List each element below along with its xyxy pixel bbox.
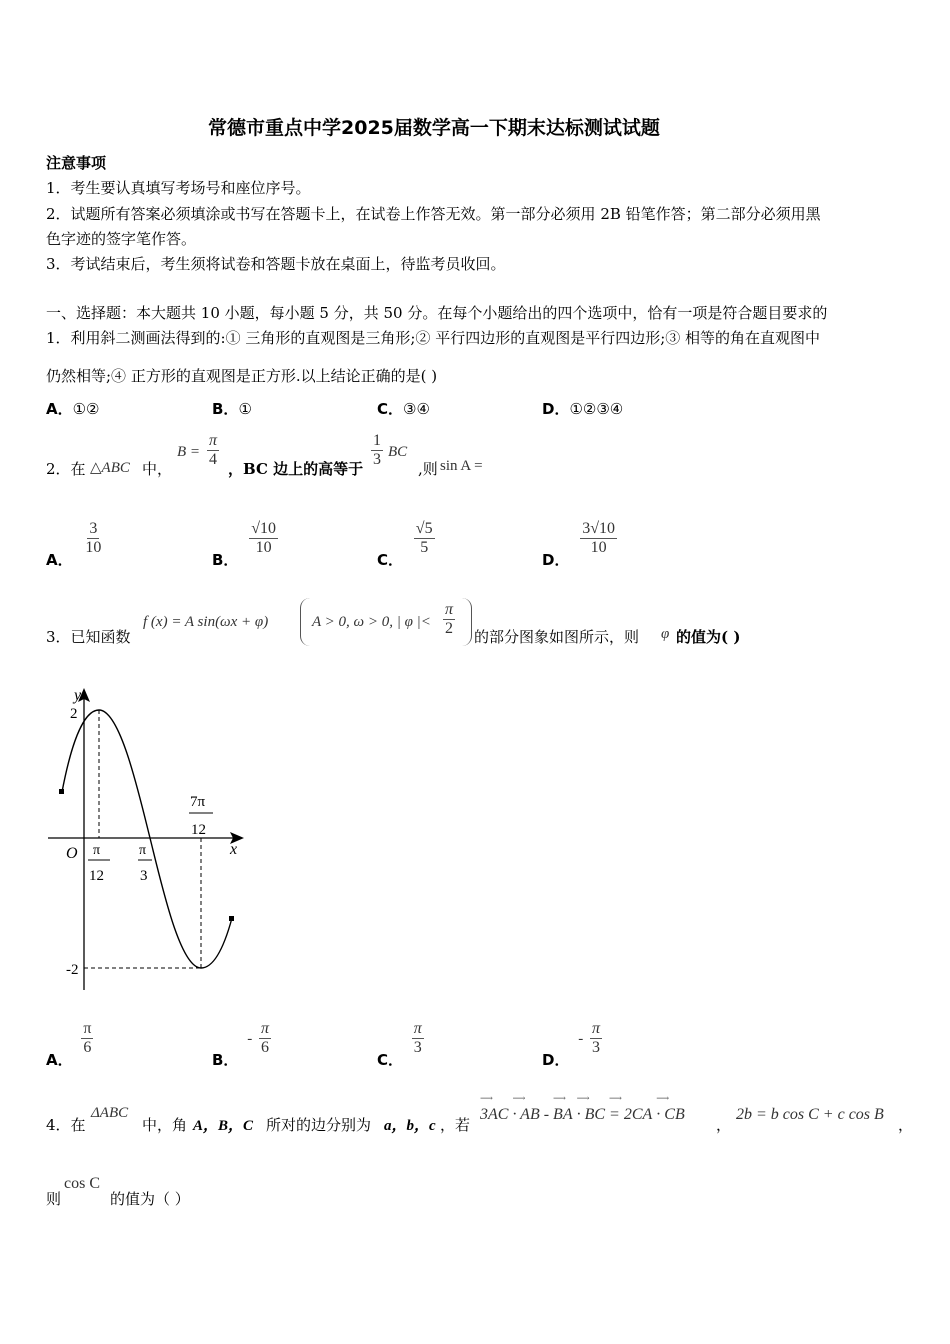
fraction-numerator: 3 [89,520,98,537]
option-label: D． [542,400,570,418]
option-label: C． [377,550,404,569]
q1-option-d [542,398,623,419]
q3-condition: A > 0, ω > 0, | φ |< [312,614,431,630]
q2-option-a [46,520,103,569]
fraction-denominator: 4 [209,451,217,468]
q3-suffix2: 的值为( ) [676,628,741,646]
q1-stem-line2: 仍然相等;④ 正方形的直观图是正方形.以上结论正确的是( ) [46,367,438,385]
page-title: 常德市重点中学2025届数学高一下期末达标测试试题 [208,117,660,139]
q2-bc: BC [388,444,408,460]
option-label: C． [377,400,404,418]
q2-fraction-1-3 [371,432,383,469]
fraction-numerator: π [592,1020,601,1037]
option-text: ① [238,400,252,418]
q4-prefix: 4．在 [46,1116,86,1134]
y-label: y [74,687,82,704]
fraction-numerator: π [83,1020,92,1037]
notice-item: 色字迹的签字笔作答。 [46,230,197,248]
option-label: B． [212,550,239,569]
notice-item: 2．试题所有答案必须填涂或书写在答题卡上，在试卷上作答无效。第一部分必须用 2B 铅笔作答；第二部分必须用黑 [46,205,821,223]
q4-vector-equation [480,1106,685,1124]
fraction-denominator: 10 [85,539,102,556]
fraction-numerator: π [261,1020,270,1037]
fraction-denominator: 2 [445,620,453,637]
fraction-numerator: π [413,1020,422,1037]
fraction-numerator: 3√10 [582,520,616,537]
fraction-numerator: π [445,601,454,618]
vector-ac: ⟶ 3AC [480,1106,508,1124]
q3-option-b [212,1020,271,1069]
q3-function: f (x) = A sin(ωx + φ) [143,614,269,630]
y-min-label: -2 [66,962,79,978]
q1-option-b [212,398,252,419]
fraction-numerator: √5 [415,520,433,537]
tick-pi12-den: 12 [89,868,104,884]
q4-text1: 中，角 [142,1116,188,1134]
option-label: A． [46,1050,73,1069]
q2-angle-b: B = [177,444,201,460]
q4-sides: a，b，c [384,1118,436,1134]
fraction-numerator: 1 [373,432,381,449]
option-fraction [414,520,435,557]
q3-phi: φ [661,626,670,642]
q1-option-a [46,398,100,419]
fraction-denominator: 10 [255,539,272,556]
q2-sin-a: sin A = [440,458,483,474]
q1-option-c [377,398,430,419]
q2-bc-text: ，BC 边上的高等于 [228,460,364,478]
q4-text2: 所对的边分别为 [266,1116,372,1134]
notice-item: 1．考生要认真填写考场号和座位序号。 [46,179,311,197]
option-sign: - [578,1030,584,1047]
q4-angles: A，B，C [193,1118,254,1134]
section-heading: 一、选择题：本大题共 10 小题，每小题 5 分，共 50 分。在每个小题给出的四个选项中，恰有一项是符合题目要求的 [46,304,828,322]
y-max-label: 2 [70,706,78,722]
notice-heading: 注意事项 [46,154,107,172]
q2-option-b [212,520,278,569]
tick-pi3-num: π [139,843,147,858]
tick-7pi12-num: 7π [190,794,206,810]
option-fraction [249,520,278,557]
q4-text3: ，若 [440,1116,471,1134]
option-label: D． [542,550,570,569]
x-label: x [230,841,238,858]
fraction-denominator: 10 [590,539,607,556]
fraction-denominator: 3 [413,1039,422,1056]
q4-tail: 的值为（ ） [110,1190,190,1208]
option-fraction [580,520,617,557]
fraction-denominator: 5 [420,539,429,556]
q3-prefix: 3．已知函数 [46,628,131,646]
tick-7pi12-den: 12 [191,822,206,838]
option-fraction [412,1020,424,1057]
tick-pi12-num: π [93,843,101,858]
tick-pi3-den: 3 [140,868,148,884]
option-label: A． [46,400,73,418]
fraction-numerator: √10 [251,520,276,537]
option-label: B． [212,1050,239,1069]
fraction-denominator: 3 [592,1039,601,1056]
q3-option-a [46,1020,93,1069]
option-fraction [259,1020,271,1057]
q2-triangle: △ABC [90,460,130,476]
q2-then: ,则 [418,460,438,478]
option-fraction [81,1020,93,1057]
q4-cos-c: cos C [64,1175,100,1192]
vector-bc: ⟶ · BC [577,1106,605,1124]
option-fraction [83,520,103,557]
q3-option-d [542,1020,602,1069]
fraction-denominator: 6 [261,1039,269,1056]
origin-label: O [66,845,78,862]
vector-ba: ⟶ BA [553,1106,573,1124]
vector-ca: ⟶ = 2CA [609,1106,652,1124]
q2-option-c [377,520,435,569]
option-sign: - [247,1030,253,1047]
q4-triangle: ΔABC [91,1105,129,1121]
vector-cb: ⟶ · CB [656,1106,684,1124]
vector-ab: ⟶ · AB - [512,1106,549,1124]
q3-suffix: 的部分图象如图所示，则 [474,628,640,646]
option-text: ③④ [403,400,430,418]
q3-fraction-pi-2 [443,601,455,638]
option-fraction [590,1020,602,1057]
q3-option-c [377,1020,424,1069]
q4-comma2: ， [898,1116,914,1134]
curve-endpoint-left [59,789,64,794]
fraction-denominator: 3 [373,451,381,468]
q3-graph [40,680,260,1000]
fraction-numerator: π [209,432,218,449]
option-label: A． [46,550,73,569]
fraction-denominator: 6 [83,1039,92,1056]
q2-prefix: 2．在 [46,460,86,478]
q4-equation2: 2b = b cos C + c cos B [736,1106,884,1123]
q2-mid: 中， [142,460,173,478]
q4-comma: ， [716,1116,732,1134]
option-label: D． [542,1050,570,1069]
q4-then: 则 [46,1190,62,1208]
sine-curve [62,710,232,968]
option-text: ①②③④ [569,400,624,418]
option-text: ①② [72,400,100,418]
option-label: C． [377,1050,404,1069]
option-label: B． [212,400,239,418]
q1-stem-line1: 1．利用斜二测画法得到的:① 三角形的直观图是三角形;② 平行四边形的直观图是平行四边形;③ 相等的角在直观图中 [46,329,821,347]
notice-item: 3．考试结束后，考生须将试卷和答题卡放在桌面上，待监考员收回。 [46,255,506,273]
q2-fraction-pi-4 [207,432,219,469]
q2-option-d [542,520,617,569]
curve-endpoint-right [229,916,234,921]
